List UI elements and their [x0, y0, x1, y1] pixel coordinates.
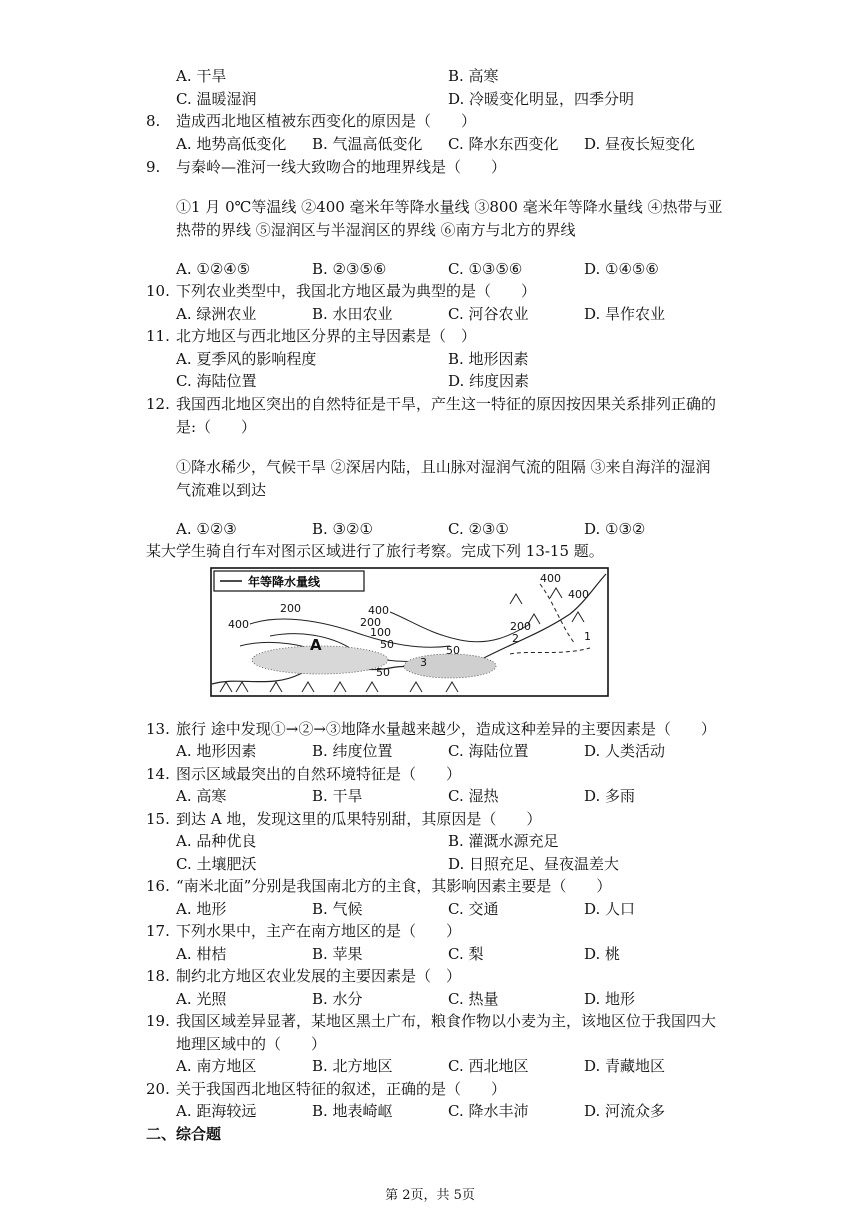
- q7-option-c: C. 温暖湿润: [176, 90, 257, 108]
- map-label-400-n: 400: [368, 604, 389, 617]
- q20-option-b: B. 地表崎岖: [312, 1102, 393, 1120]
- q12-option-d: D. ①③②: [584, 520, 646, 538]
- q15-option-d: D. 日照充足、昼夜温差大: [448, 855, 620, 873]
- q14-text: 图示区域最突出的自然环境特征是（ ）: [176, 765, 462, 783]
- q16-text: “南米北面”分别是我国南北方的主食，其影响因素主要是（ ）: [176, 877, 612, 895]
- q15-number: 15.: [146, 810, 170, 828]
- q9-option-a: A. ①②④⑤: [176, 260, 251, 278]
- q20-text: 关于我国西北地区特征的叙述，正确的是（ ）: [176, 1080, 507, 1098]
- q13-option-b: B. 纬度位置: [312, 742, 393, 760]
- q15-option-b: B. 灌溉水源充足: [448, 832, 559, 850]
- map-label-400-e: 400: [568, 588, 589, 601]
- q18-option-a: A. 光照: [176, 990, 227, 1008]
- q11-option-a: A. 夏季风的影响程度: [176, 350, 317, 368]
- q7-option-a: A. 干旱: [176, 67, 227, 85]
- q12-option-a: A. ①②③: [176, 520, 237, 538]
- map-label-site-3: 3: [420, 656, 427, 669]
- page-footer: 第 2页，共 5页: [385, 1188, 475, 1203]
- q8-option-d: D. 昼夜长短变化: [584, 135, 696, 153]
- q9-option-c: C. ①③⑤⑥: [448, 260, 523, 278]
- q17-option-b: B. 苹果: [312, 945, 363, 963]
- q16-option-a: A. 地形: [176, 900, 227, 918]
- q8-option-a: A. 地势高低变化: [176, 135, 287, 153]
- q12-option-b: B. ③②①: [312, 520, 373, 538]
- q9-option-d: D. ①④⑤⑥: [584, 260, 659, 278]
- q17-option-c: C. 梨: [448, 945, 484, 963]
- q11-option-d: D. 纬度因素: [448, 372, 530, 390]
- q15-option-a: A. 品种优良: [176, 832, 257, 850]
- q19-text-line2: 地理区域中的（ ）: [176, 1035, 327, 1053]
- q10-number: 10.: [146, 282, 170, 300]
- q11-option-c: C. 海陆位置: [176, 372, 257, 390]
- q15-text: 到达 A 地，发现这里的瓜果特别甜，其原因是（ ）: [176, 810, 542, 828]
- map-label-site-2: 2: [512, 632, 519, 645]
- q20-option-c: C. 降水丰沛: [448, 1102, 529, 1120]
- q8-option-b: B. 气温高低变化: [312, 135, 423, 153]
- q18-text: 制约北方地区农业发展的主要因素是（ ）: [176, 967, 462, 985]
- q20-number: 20.: [146, 1080, 170, 1098]
- q12-statement-line1: ①降水稀少，气候干旱 ②深居内陆，且山脉对湿润气流的阻隔 ③来自海洋的湿润: [176, 458, 711, 476]
- q9-option-b: B. ②③⑤⑥: [312, 260, 387, 278]
- q10-text: 下列农业类型中，我国北方地区最为典型的是（ ）: [176, 282, 537, 300]
- q8-text: 造成西北地区植被东西变化的原因是（ ）: [176, 112, 477, 130]
- q12-number: 12.: [146, 395, 170, 413]
- q16-option-c: C. 交通: [448, 900, 499, 918]
- precipitation-map: [210, 564, 610, 698]
- q11-option-b: B. 地形因素: [448, 350, 529, 368]
- basin-stipple-east: [404, 654, 496, 678]
- q12-option-c: C. ②③①: [448, 520, 509, 538]
- q19-option-c: C. 西北地区: [448, 1057, 529, 1075]
- q17-number: 17.: [146, 922, 170, 940]
- q16-option-b: B. 气候: [312, 900, 363, 918]
- map-label-100: 100: [370, 626, 391, 639]
- q14-option-c: C. 湿热: [448, 787, 499, 805]
- q9-statement-line1: ①1 月 0℃等温线 ②400 毫米年等降水量线 ③800 毫米年等降水量线 ④热带与亚: [176, 198, 723, 216]
- q14-option-d: D. 多雨: [584, 787, 636, 805]
- q10-option-d: D. 旱作农业: [584, 305, 666, 323]
- map-label-50-s: 50: [376, 666, 390, 679]
- q8-option-c: C. 降水东西变化: [448, 135, 559, 153]
- q14-option-a: A. 高寒: [176, 787, 227, 805]
- q13-option-c: C. 海陆位置: [448, 742, 529, 760]
- q7-option-b: B. 高寒: [448, 67, 499, 85]
- q8-number: 8.: [146, 112, 161, 130]
- q13-number: 13.: [146, 720, 170, 738]
- section-heading: 二、综合题: [146, 1125, 222, 1143]
- q7-option-d: D. 冷暖变化明显，四季分明: [448, 90, 635, 108]
- q9-statement-line2: 热带的界线 ⑤湿润区与半湿润区的界线 ⑥南方与北方的界线: [176, 221, 576, 239]
- q12-text: 我国西北地区突出的自然特征是干旱，产生这一特征的原因按因果关系排列正确的: [176, 395, 717, 413]
- map-label-A: A: [310, 636, 322, 654]
- q18-option-c: C. 热量: [448, 990, 499, 1008]
- map-label-200-nw: 200: [280, 602, 301, 615]
- q16-number: 16.: [146, 877, 170, 895]
- q11-number: 11.: [146, 327, 170, 345]
- map-label-50-e: 50: [446, 644, 460, 657]
- q14-number: 14.: [146, 765, 170, 783]
- map-label-400-ne: 400: [540, 572, 561, 585]
- map-label-200-e: 200: [510, 620, 531, 633]
- map-label-site-1: 1: [584, 630, 591, 643]
- q12-text-line2: 是:（ ）: [176, 418, 257, 436]
- q17-option-d: D. 桃: [584, 945, 621, 963]
- map-label-400-w: 400: [228, 618, 249, 631]
- q12-statement-line2: 气流难以到达: [176, 481, 267, 499]
- q19-option-d: D. 青藏地区: [584, 1057, 666, 1075]
- q9-text: 与秦岭—淮河一线大致吻合的地理界线是（ ）: [176, 158, 507, 176]
- map-label-50-n: 50: [380, 638, 394, 651]
- q15-option-c: C. 土壤肥沃: [176, 855, 257, 873]
- q19-option-a: A. 南方地区: [176, 1057, 257, 1075]
- q11-text: 北方地区与西北地区分界的主导因素是（ ）: [176, 327, 477, 345]
- q18-number: 18.: [146, 967, 170, 985]
- q19-text: 我国区域差异显著，某地区黑土广布，粮食作物以小麦为主，该地区位于我国四大: [176, 1012, 717, 1030]
- map-label-200-n: 200: [360, 616, 381, 629]
- q19-number: 19.: [146, 1012, 170, 1030]
- q14-option-b: B. 干旱: [312, 787, 363, 805]
- q17-text: 下列水果中，主产在南方地区的是（ ）: [176, 922, 462, 940]
- q18-option-d: D. 地形: [584, 990, 636, 1008]
- q10-option-a: A. 绿洲农业: [176, 305, 257, 323]
- q10-option-b: B. 水田农业: [312, 305, 393, 323]
- q10-option-c: C. 河谷农业: [448, 305, 529, 323]
- q16-option-d: D. 人口: [584, 900, 636, 918]
- q20-option-d: D. 河流众多: [584, 1102, 666, 1120]
- q13-option-a: A. 地形因素: [176, 742, 257, 760]
- q17-option-a: A. 柑桔: [176, 945, 227, 963]
- q18-option-b: B. 水分: [312, 990, 363, 1008]
- q20-option-a: A. 距海较远: [176, 1102, 257, 1120]
- map-legend-label: 年等降水量线: [248, 575, 321, 589]
- group-intro: 某大学生骑自行车对图示区域进行了旅行考察。完成下列 13-15 题。: [146, 542, 604, 560]
- q13-option-d: D. 人类活动: [584, 742, 666, 760]
- q13-text: 旅行 途中发现①→②→③地降水量越来越少，造成这种差异的主要因素是（ ）: [176, 720, 716, 738]
- q19-option-b: B. 北方地区: [312, 1057, 393, 1075]
- q9-number: 9.: [146, 158, 161, 176]
